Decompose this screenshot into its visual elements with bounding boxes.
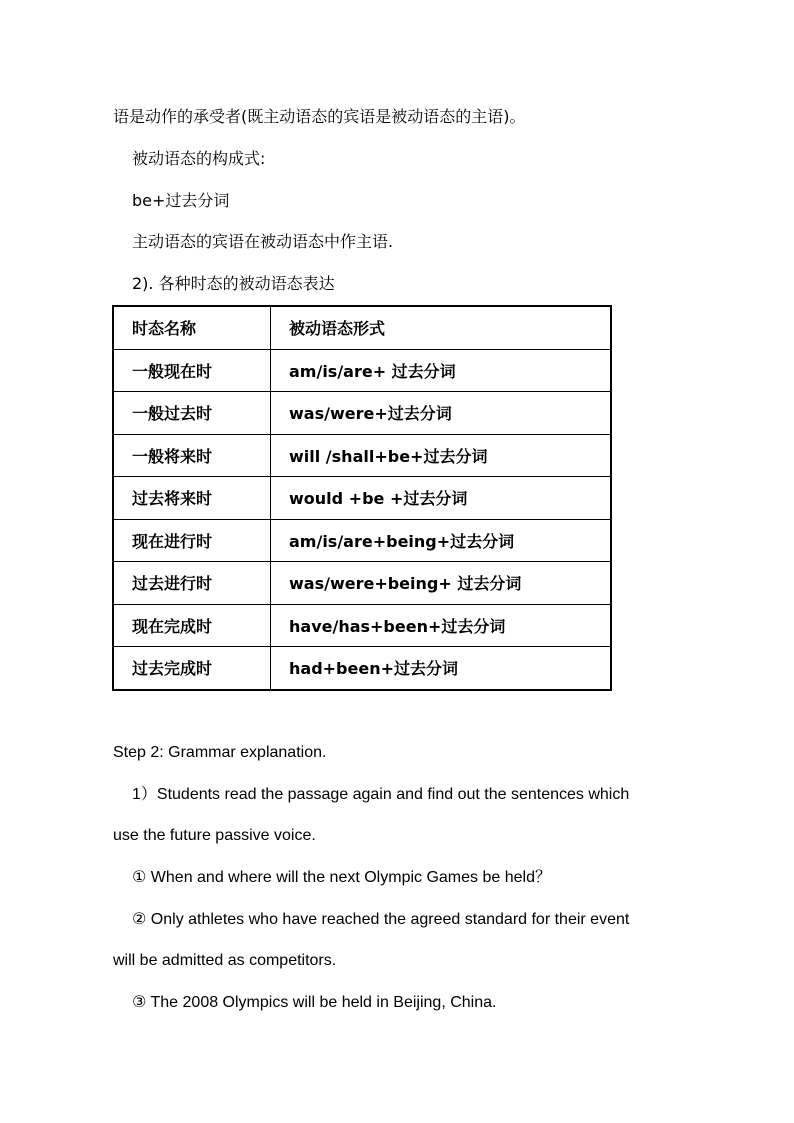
table-row (113, 434, 611, 477)
table-header-cell: 时态名称 (113, 306, 271, 349)
table-row (113, 647, 611, 690)
step2-paragraph-line-2: use the future passive voice. (113, 827, 316, 844)
passive-form-cell: was/were+过去分词 (271, 392, 612, 435)
intro-line-5: 2). 各种时态的被动语态表达 (132, 274, 335, 293)
intro-line-2: 被动语态的构成式: (132, 149, 266, 168)
example-sentence-1: ① When and where will the next Olympic Games be held？ (132, 869, 551, 886)
tense-name-cell: 现在完成时 (113, 604, 271, 647)
tense-name-cell: 一般将来时 (113, 434, 271, 477)
passive-form-cell: will /shall+be+过去分词 (271, 434, 612, 477)
passive-form-cell: was/were+being+ 过去分词 (271, 562, 612, 605)
passive-form-cell: am/is/are+ 过去分词 (271, 349, 612, 392)
tense-name-cell: 过去完成时 (113, 647, 271, 690)
example-sentence-2-line-2: will be admitted as competitors. (113, 952, 337, 969)
table-row (113, 392, 611, 435)
table-row (113, 349, 611, 392)
passive-voice-table (112, 305, 612, 691)
table-header-cell: 被动语态形式 (271, 306, 612, 349)
passive-form-cell: am/is/are+being+过去分词 (271, 519, 612, 562)
passive-form-cell: would +be +过去分词 (271, 477, 612, 520)
intro-line-4: 主动语态的宾语在被动语态中作主语. (132, 232, 394, 251)
tense-name-cell: 现在进行时 (113, 519, 271, 562)
table-row (113, 562, 611, 605)
passive-form-cell: had+been+过去分词 (271, 647, 612, 690)
table-row (113, 519, 611, 562)
table-row (113, 477, 611, 520)
example-sentence-3: ③ The 2008 Olympics will be held in Beijing, China. (132, 994, 497, 1011)
example-sentence-2-line-1: ② Only athletes who have reached the agreed standard for their event (132, 911, 630, 928)
tense-name-cell: 一般现在时 (113, 349, 271, 392)
table-header-row (113, 306, 611, 349)
table-row (113, 604, 611, 647)
step2-paragraph-line-1: 1）Students read the passage again and find out the sentences which (132, 786, 630, 803)
step2-heading: Step 2: Grammar explanation. (113, 744, 327, 761)
tense-name-cell: 过去进行时 (113, 562, 271, 605)
intro-line-3: be+过去分词 (132, 191, 230, 210)
intro-line-1: 语是动作的承受者(既主动语态的宾语是被动语态的主语)。 (113, 107, 526, 126)
tense-name-cell: 过去将来时 (113, 477, 271, 520)
tense-name-cell: 一般过去时 (113, 392, 271, 435)
passive-form-cell: have/has+been+过去分词 (271, 604, 612, 647)
